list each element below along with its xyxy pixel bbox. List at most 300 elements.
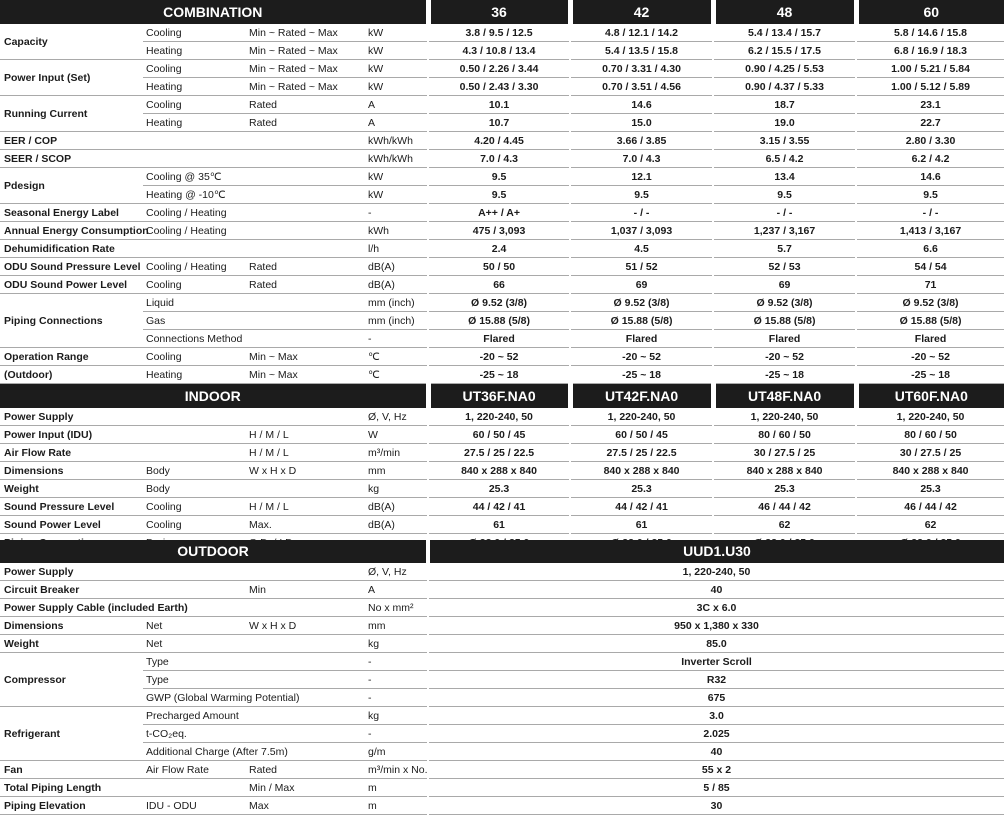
row-condition [246,294,366,312]
value-cell: 2.80 / 3.30 [856,132,1004,150]
outdoor-header: OUTDOOR [0,540,428,563]
row-sub-label: Cooling [143,498,246,516]
value-cell: 675 [428,689,1004,707]
spec-row [0,114,1004,132]
spec-row [0,743,1004,761]
row-condition: W x H x D [246,462,366,480]
value-cell: 44 / 42 / 41 [570,498,713,516]
value-cell: 19.0 [713,114,856,132]
model-36-header: 36 [428,0,570,24]
row-condition: W x H x D [246,617,366,635]
value-cell: 50 / 50 [428,258,570,276]
value-cell: 18.7 [713,96,856,114]
spec-row [0,312,1004,330]
value-cell: 9.5 [713,186,856,204]
value-cell: 3.8 / 9.5 / 12.5 [428,24,570,42]
outdoor-model-header: UUD1.U30 [428,540,1004,563]
indoor-model-1-header: UT36F.NA0 [428,384,570,409]
spec-row [0,516,1004,534]
row-unit: dB(A) [366,258,428,276]
value-cell: 1, 220-240, 50 [428,408,570,426]
row-sub-label: GWP (Global Warming Potential) [143,689,246,707]
value-cell: 6.6 [856,240,1004,258]
value-cell: Ø 9.52 (3/8) [570,294,713,312]
spec-row [0,132,1004,150]
row-unit: - [366,330,428,348]
combination-body [0,24,1004,384]
row-condition [246,132,366,150]
row-unit: No x mm² [366,599,428,617]
row-sub-label: Net [143,617,246,635]
value-cell: 61 [428,516,570,534]
row-unit: kW [366,42,428,60]
row-condition: Min ~ Rated ~ Max [246,60,366,78]
row-condition [246,408,366,426]
spec-row [0,444,1004,462]
value-cell: 80 / 60 / 50 [856,426,1004,444]
row-label: Seasonal Energy Label [0,204,143,222]
row-label: (Outdoor) [0,366,143,384]
row-sub-label: Heating [143,114,246,132]
row-sub-label: Connections Method [143,330,246,348]
row-sub-label: Cooling [143,276,246,294]
row-unit: ℃ [366,348,428,366]
value-cell: 840 x 288 x 840 [713,462,856,480]
spec-row [0,563,1004,581]
value-cell: 44 / 42 / 41 [428,498,570,516]
value-cell: 5.8 / 14.6 / 15.8 [856,24,1004,42]
spec-row [0,366,1004,384]
value-cell: 10.7 [428,114,570,132]
row-unit: m [366,797,428,815]
row-unit: l/h [366,240,428,258]
row-sub-label: Heating [143,366,246,384]
value-cell: 6.5 / 4.2 [713,150,856,168]
value-cell: 60 / 50 / 45 [570,426,713,444]
value-cell: 0.50 / 2.26 / 3.44 [428,60,570,78]
row-sub-label: Body [143,480,246,498]
value-cell: 2.4 [428,240,570,258]
row-unit: kWh/kWh [366,150,428,168]
row-unit: W [366,426,428,444]
row-label: Pdesign [0,168,143,204]
value-cell: 71 [856,276,1004,294]
value-cell: 0.90 / 4.37 / 5.33 [713,78,856,96]
row-label: Power Supply Cable (included Earth) [0,599,143,617]
spec-row [0,653,1004,671]
value-cell: Flared [428,330,570,348]
value-cell: 13.4 [713,168,856,186]
row-label: Operation Range [0,348,143,366]
row-label: Power Input (Set) [0,60,143,96]
row-label: Weight [0,480,143,498]
row-unit: kW [366,60,428,78]
row-condition: H / M / L [246,444,366,462]
row-condition: Min [246,581,366,599]
value-cell: 69 [713,276,856,294]
row-sub-label [143,240,246,258]
row-condition: Rated [246,258,366,276]
spec-row [0,408,1004,426]
row-sub-label: Cooling [143,60,246,78]
value-cell: 46 / 44 / 42 [713,498,856,516]
spec-row [0,150,1004,168]
value-cell: 1,413 / 3,167 [856,222,1004,240]
row-sub-label: Cooling [143,348,246,366]
row-condition: Max. [246,516,366,534]
value-cell: 30 [428,797,1004,815]
row-condition: Min / Max [246,779,366,797]
row-sub-label: Cooling / Heating [143,222,246,240]
row-unit: ℃ [366,366,428,384]
row-sub-label [143,408,246,426]
value-cell: Ø 15.88 (5/8) [856,312,1004,330]
row-sub-label: Additional Charge (After 7.5m) [143,743,246,761]
value-cell: 80 / 60 / 50 [713,426,856,444]
row-label: Dimensions [0,617,143,635]
indoor-header-body [0,384,1004,409]
spec-row [0,599,1004,617]
spec-row [0,204,1004,222]
value-cell: -25 ~ 18 [713,366,856,384]
value-cell: 5 / 85 [428,779,1004,797]
row-label: Power Supply [0,408,143,426]
row-label: ODU Sound Power Level [0,276,143,294]
value-cell: 9.5 [428,168,570,186]
value-cell: 1, 220-240, 50 [856,408,1004,426]
row-sub-label [143,426,246,444]
row-sub-label [143,563,246,581]
row-sub-label: Precharged Amount [143,707,246,725]
value-cell: 6.2 / 15.5 / 17.5 [713,42,856,60]
outdoor-header-row [0,540,1004,563]
row-unit: dB(A) [366,276,428,294]
row-unit: mm [366,462,428,480]
row-sub-label: Heating @ -10℃ [143,186,246,204]
row-condition [246,240,366,258]
value-cell: 10.1 [428,96,570,114]
row-condition [246,222,366,240]
row-condition [246,707,366,725]
value-cell: 25.3 [428,480,570,498]
spec-row [0,96,1004,114]
value-cell: 840 x 288 x 840 [428,462,570,480]
row-condition: Min ~ Rated ~ Max [246,78,366,96]
row-sub-label: Net [143,635,246,653]
value-cell: 1,037 / 3,093 [570,222,713,240]
value-cell: 27.5 / 25 / 22.5 [570,444,713,462]
value-cell: Flared [713,330,856,348]
value-cell: - / - [713,204,856,222]
row-label: Weight [0,635,143,653]
row-sub-label: Cooling [143,516,246,534]
value-cell: -25 ~ 18 [570,366,713,384]
value-cell: 27.5 / 25 / 22.5 [428,444,570,462]
spec-row [0,581,1004,599]
value-cell: 0.70 / 3.31 / 4.30 [570,60,713,78]
spec-row [0,276,1004,294]
row-condition [246,599,366,617]
value-cell: 14.6 [570,96,713,114]
row-condition [246,312,366,330]
spec-row [0,462,1004,480]
row-unit: kW [366,186,428,204]
spec-row [0,761,1004,779]
value-cell: 62 [856,516,1004,534]
value-cell: 66 [428,276,570,294]
row-label: Compressor [0,653,143,707]
value-cell: Inverter Scroll [428,653,1004,671]
row-condition: H / M / L [246,498,366,516]
value-cell: 9.5 [428,186,570,204]
spec-row [0,797,1004,815]
row-unit: kWh [366,222,428,240]
row-label: SEER / SCOP [0,150,143,168]
row-label: EER / COP [0,132,143,150]
value-cell: Flared [856,330,1004,348]
value-cell: 7.0 / 4.3 [428,150,570,168]
row-label: Sound Pressure Level [0,498,143,516]
row-unit: Ø, V, Hz [366,563,428,581]
value-cell: 25.3 [856,480,1004,498]
row-label: Circuit Breaker [0,581,143,599]
value-cell: 30 / 27.5 / 25 [713,444,856,462]
row-sub-label: Cooling / Heating [143,258,246,276]
model-48-header: 48 [713,0,856,24]
row-condition: Min ~ Max [246,348,366,366]
value-cell: Ø 15.88 (5/8) [570,312,713,330]
value-cell: Ø 9.52 (3/8) [713,294,856,312]
row-condition [246,480,366,498]
value-cell: Flared [570,330,713,348]
value-cell: Ø 15.88 (5/8) [713,312,856,330]
value-cell: 840 x 288 x 840 [856,462,1004,480]
value-cell: -25 ~ 18 [856,366,1004,384]
row-unit: - [366,725,428,743]
row-condition: Min ~ Max [246,366,366,384]
value-cell: -20 ~ 52 [570,348,713,366]
spec-row [0,240,1004,258]
value-cell: 1, 220-240, 50 [570,408,713,426]
row-condition: Min ~ Rated ~ Max [246,24,366,42]
value-cell: -20 ~ 52 [856,348,1004,366]
indoor-model-3-header: UT48F.NA0 [713,384,856,409]
spec-row [0,330,1004,348]
spec-row [0,294,1004,312]
row-sub-label: IDU - ODU [143,797,246,815]
row-unit: kg [366,635,428,653]
value-cell: 25.3 [570,480,713,498]
row-unit: g/m [366,743,428,761]
combination-header: COMBINATION [0,0,428,24]
value-cell: 0.50 / 2.43 / 3.30 [428,78,570,96]
value-cell: 46 / 44 / 42 [856,498,1004,516]
row-label: Capacity [0,24,143,60]
value-cell: 4.20 / 4.45 [428,132,570,150]
row-unit: kg [366,480,428,498]
row-sub-label [143,581,246,599]
row-unit: mm (inch) [366,294,428,312]
spec-row [0,779,1004,797]
row-unit: m [366,779,428,797]
row-sub-label: Gas [143,312,246,330]
model-42-header: 42 [570,0,713,24]
row-sub-label: Cooling @ 35℃ [143,168,246,186]
value-cell: A++ / A+ [428,204,570,222]
spec-row [0,725,1004,743]
spec-row [0,60,1004,78]
row-label: Power Input (IDU) [0,426,143,444]
row-label: Dimensions [0,462,143,480]
value-cell: 9.5 [856,186,1004,204]
row-sub-label: Heating [143,42,246,60]
indoor-model-4-header: UT60F.NA0 [856,384,1004,409]
row-unit: - [366,653,428,671]
spec-row [0,671,1004,689]
row-unit: Ø, V, Hz [366,408,428,426]
row-condition [246,635,366,653]
row-sub-label: Air Flow Rate [143,761,246,779]
value-cell: 950 x 1,380 x 330 [428,617,1004,635]
spec-row [0,24,1004,42]
value-cell: 25.3 [713,480,856,498]
spec-row [0,480,1004,498]
value-cell: 9.5 [570,186,713,204]
spec-row [0,707,1004,725]
indoor-body [0,408,1004,552]
outdoor-spec-table [0,540,1004,815]
value-cell: 0.70 / 3.51 / 4.56 [570,78,713,96]
indoor-model-2-header: UT42F.NA0 [570,384,713,409]
row-condition: Rated [246,761,366,779]
spec-row [0,426,1004,444]
row-unit: A [366,114,428,132]
row-sub-label: Body [143,462,246,480]
value-cell: 15.0 [570,114,713,132]
row-unit: A [366,96,428,114]
row-label: Running Current [0,96,143,132]
value-cell: 22.7 [856,114,1004,132]
value-cell: 55 x 2 [428,761,1004,779]
value-cell: 40 [428,581,1004,599]
value-cell: - / - [856,204,1004,222]
indoor-header-row [0,384,1004,409]
row-unit: dB(A) [366,516,428,534]
row-condition: H / M / L [246,426,366,444]
outdoor-body [0,563,1004,815]
row-unit: kg [366,707,428,725]
spec-row [0,635,1004,653]
value-cell: 6.8 / 16.9 / 18.3 [856,42,1004,60]
spec-row [0,348,1004,366]
value-cell: 1, 220-240, 50 [428,563,1004,581]
row-condition [246,186,366,204]
value-cell: 23.1 [856,96,1004,114]
indoor-header: INDOOR [0,384,428,409]
row-label: Power Supply [0,563,143,581]
row-unit: - [366,204,428,222]
row-condition: Rated [246,96,366,114]
spec-row [0,42,1004,60]
row-sub-label: Liquid [143,294,246,312]
row-condition: Min ~ Rated ~ Max [246,42,366,60]
row-unit: dB(A) [366,498,428,516]
row-condition [246,330,366,348]
value-cell: R32 [428,671,1004,689]
row-condition: Max [246,797,366,815]
row-label: ODU Sound Pressure Level [0,258,143,276]
row-condition [246,563,366,581]
value-cell: -25 ~ 18 [428,366,570,384]
row-unit: m³/min [366,444,428,462]
value-cell: 1, 220-240, 50 [713,408,856,426]
value-cell: 2.025 [428,725,1004,743]
value-cell: 3.66 / 3.85 [570,132,713,150]
row-condition [246,204,366,222]
spec-row [0,222,1004,240]
row-sub-label [143,444,246,462]
value-cell: 4.8 / 12.1 / 14.2 [570,24,713,42]
row-condition [246,150,366,168]
row-sub-label: Cooling [143,96,246,114]
combination-header-row [0,0,1004,24]
spec-row [0,258,1004,276]
model-60-header: 60 [856,0,1004,24]
row-sub-label: t-CO₂eq. [143,725,246,743]
row-condition [246,653,366,671]
row-unit: A [366,581,428,599]
value-cell: 3.0 [428,707,1004,725]
row-label: Piping Connections [0,294,143,348]
value-cell: 12.1 [570,168,713,186]
value-cell: 54 / 54 [856,258,1004,276]
row-sub-label: Type [143,653,246,671]
spec-row [0,186,1004,204]
spec-row [0,168,1004,186]
spec-row [0,617,1004,635]
row-condition [246,671,366,689]
value-cell: -20 ~ 52 [713,348,856,366]
row-sub-label: Cooling / Heating [143,204,246,222]
value-cell: 5.7 [713,240,856,258]
spec-row [0,78,1004,96]
value-cell: 7.0 / 4.3 [570,150,713,168]
value-cell: 5.4 / 13.4 / 15.7 [713,24,856,42]
value-cell: 30 / 27.5 / 25 [856,444,1004,462]
value-cell: 40 [428,743,1004,761]
row-unit: m³/min x No. [366,761,428,779]
value-cell: 1.00 / 5.21 / 5.84 [856,60,1004,78]
value-cell: 61 [570,516,713,534]
value-cell: 0.90 / 4.25 / 5.53 [713,60,856,78]
row-sub-label [143,150,246,168]
value-cell: 62 [713,516,856,534]
row-unit: mm [366,617,428,635]
row-label: Refrigerant [0,707,143,761]
value-cell: 5.4 / 13.5 / 15.8 [570,42,713,60]
value-cell: 3C x 6.0 [428,599,1004,617]
value-cell: Ø 9.52 (3/8) [856,294,1004,312]
value-cell: 1.00 / 5.12 / 5.89 [856,78,1004,96]
row-sub-label: Cooling [143,24,246,42]
value-cell: 1,237 / 3,167 [713,222,856,240]
value-cell: -20 ~ 52 [428,348,570,366]
row-sub-label: Heating [143,78,246,96]
value-cell: 840 x 288 x 840 [570,462,713,480]
row-unit: kW [366,78,428,96]
value-cell: Ø 9.52 (3/8) [428,294,570,312]
value-cell: 14.6 [856,168,1004,186]
